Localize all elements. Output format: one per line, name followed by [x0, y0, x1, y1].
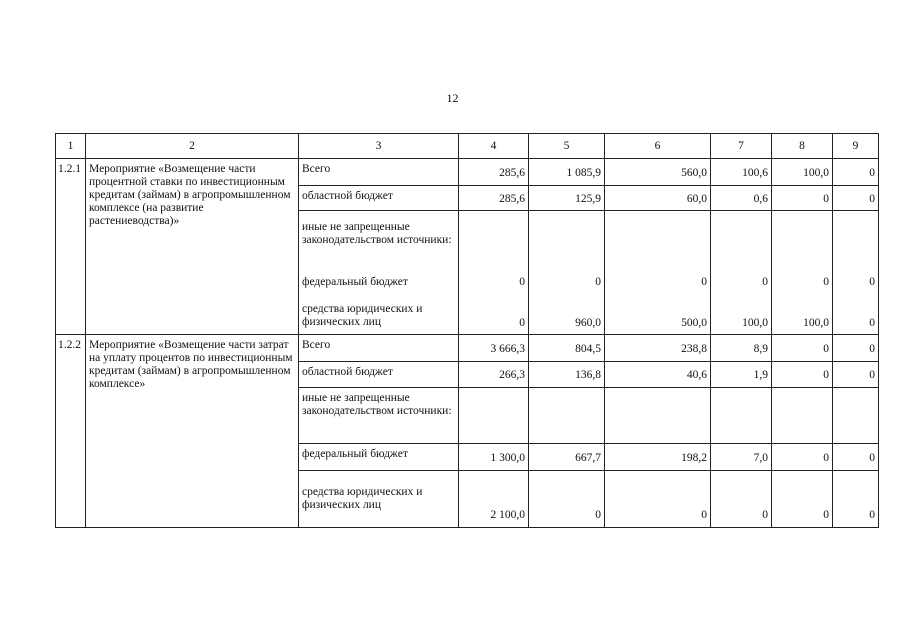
value-cell: 0 — [771, 334, 833, 362]
value-cell: 1 085,9 — [528, 158, 605, 186]
header-cell-7: 7 — [710, 133, 772, 159]
value-cell: 60,0 — [604, 185, 711, 211]
value-cell: 0 — [832, 185, 879, 211]
source-label: областной бюджет — [298, 361, 459, 388]
value-cell: 100,0 — [742, 317, 768, 329]
value-cell: 285,6 — [458, 185, 529, 211]
header-cell-9: 9 — [832, 133, 879, 159]
value-cell: 0 — [832, 361, 879, 388]
empty-cell — [832, 387, 879, 444]
header-cell-5: 5 — [528, 133, 605, 159]
source-label: Всего — [298, 334, 459, 362]
value-cell: 0 — [519, 276, 525, 288]
source-label: средства юридических и физических лиц — [302, 486, 423, 511]
source-label: иные не запрещенные законодательством источники: — [302, 221, 452, 246]
row-title: Мероприятие «Возмещение части процентной ставки по инвестиционным кредитам (займам) в агропромышленном комплексе (на развитие растениеводства)» — [85, 158, 299, 335]
header-cell-6: 6 — [604, 133, 711, 159]
row-code: 1.2.2 — [55, 334, 86, 528]
value-cell: 960,0 — [575, 317, 601, 329]
value-cell: 0 — [710, 470, 772, 528]
value-cell: 0 — [832, 158, 879, 186]
value-cell: 7,0 — [710, 443, 772, 471]
source-label: областной бюджет — [298, 185, 459, 211]
value-cell: 0,6 — [710, 185, 772, 211]
value-cell: 266,3 — [458, 361, 529, 388]
value-cell-group — [528, 210, 605, 335]
header-cell-4: 4 — [458, 133, 529, 159]
value-cell-group — [458, 210, 529, 335]
source-label-cell — [298, 470, 459, 528]
value-cell-group — [604, 210, 711, 335]
header-cell-2: 2 — [85, 133, 299, 159]
source-label: федеральный бюджет — [302, 276, 408, 288]
header-cell-3: 3 — [298, 133, 459, 159]
value-cell: 0 — [762, 276, 768, 288]
value-cell: 667,7 — [528, 443, 605, 471]
value-cell: 125,9 — [528, 185, 605, 211]
value-cell: 3 666,3 — [458, 334, 529, 362]
value-cell: 804,5 — [528, 334, 605, 362]
value-cell: 560,0 — [604, 158, 711, 186]
value-cell: 100,0 — [771, 158, 833, 186]
value-cell: 40,6 — [604, 361, 711, 388]
value-cell: 0 — [823, 276, 829, 288]
empty-cell — [458, 387, 529, 444]
empty-cell — [771, 387, 833, 444]
source-label: федеральный бюджет — [298, 443, 459, 471]
value-cell: 0 — [869, 317, 875, 329]
page-number: 12 — [446, 91, 459, 105]
header-cell-1: 1 — [55, 133, 86, 159]
value-cell: 0 — [771, 185, 833, 211]
value-cell: 0 — [701, 276, 707, 288]
value-cell: 0 — [771, 443, 833, 471]
value-cell: 0 — [771, 470, 833, 528]
value-cell: 136,8 — [528, 361, 605, 388]
header-cell-8: 8 — [771, 133, 833, 159]
value-cell: 100,6 — [710, 158, 772, 186]
value-cell: 0 — [869, 276, 875, 288]
source-label-group — [298, 210, 459, 335]
value-cell: 198,2 — [604, 443, 711, 471]
value-cell-group — [771, 210, 833, 335]
value-cell: 285,6 — [458, 158, 529, 186]
source-label: Всего — [298, 158, 459, 186]
value-cell: 0 — [832, 443, 879, 471]
value-cell: 0 — [604, 470, 711, 528]
value-cell: 2 100,0 — [458, 470, 529, 528]
value-cell: 500,0 — [681, 317, 707, 329]
row-title: Мероприятие «Возмещение части затрат на уплату процентов по инвестиционным кредитам (займам) в агропромышленном комплексе» — [85, 334, 299, 528]
empty-cell — [710, 387, 772, 444]
value-cell: 1 300,0 — [458, 443, 529, 471]
value-cell: 8,9 — [710, 334, 772, 362]
value-cell-group — [710, 210, 772, 335]
empty-cell — [528, 387, 605, 444]
empty-cell — [604, 387, 711, 444]
value-cell: 0 — [528, 470, 605, 528]
value-cell: 0 — [519, 317, 525, 329]
value-cell: 0 — [832, 334, 879, 362]
value-cell: 0 — [832, 470, 879, 528]
value-cell: 0 — [595, 276, 601, 288]
value-cell: 238,8 — [604, 334, 711, 362]
source-label: средства юридических и физических лиц — [302, 303, 423, 328]
value-cell-group — [832, 210, 879, 335]
row-code: 1.2.1 — [55, 158, 86, 335]
source-label: иные не запрещенные законодательством источники: — [298, 387, 459, 444]
value-cell: 100,0 — [803, 317, 829, 329]
value-cell: 1,9 — [710, 361, 772, 388]
value-cell: 0 — [771, 361, 833, 388]
